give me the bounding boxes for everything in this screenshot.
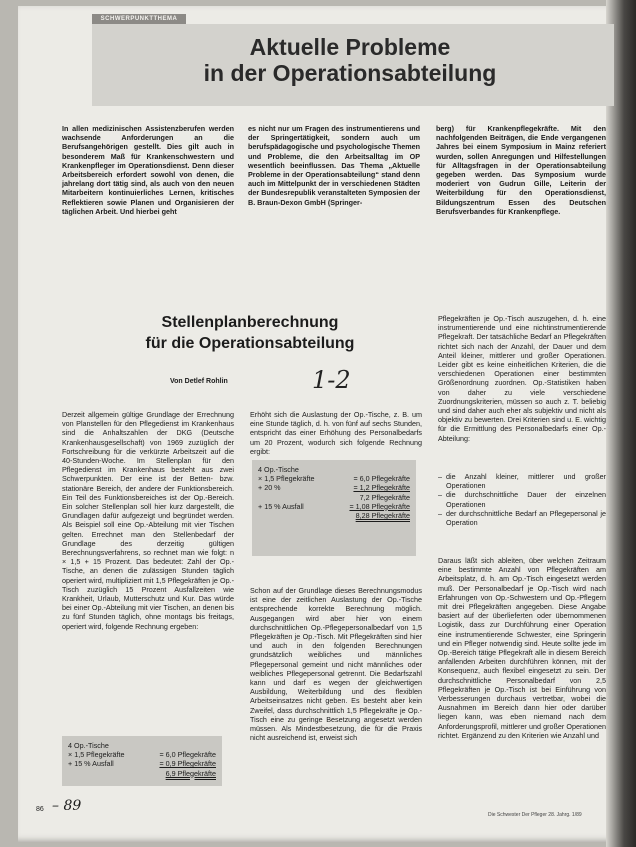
calculation-box-2 (252, 460, 416, 556)
article-col2-intro: Erhöht sich die Auslastung der Op.-Tische, z. B. um eine Stunde täglich, d. h. von fünf auf sechs Stunden, entspricht das einer Erhöhung des Personalbedarfs um 20 Prozent, wodurch sich folgende Rechnung ergibt: (250, 410, 422, 456)
handwritten-page-number: – 89 (52, 798, 82, 814)
main-title (100, 34, 600, 86)
calc1-row: × 1,5 Pflegekräfte = 6,0 Pflegekräfte (68, 750, 216, 760)
calc1-row: + 15 % Ausfall = 0,9 Pflegekräfte (68, 759, 216, 769)
section-tag: SCHWERPUNKTTHEMA (92, 14, 186, 24)
calc1-row: 4 Op.-Tische (68, 741, 109, 750)
article-title (70, 312, 430, 354)
article-col2-body: Schon auf der Grundlage dieses Berechnungsmodus ist eine der zeitlichen Auslastung der Op.-Tische entsprechende korrekte Berechnung möglich. Ausgegangen wird aber hier von einem durchschnittlichen Op.-Pflegepersonalbedarf von 1,5 Pflegekräften je Op.-Tisch. Mit Pflegekräften sind hier und auch in den folgenden Berechnungen grundsätzlich weibliches und männliches Pflegepersonal gemeint und nicht männliches oder weibliches Pflegepersonal getrennt. Die Bedarfszahl kann und darf es wegen der gleichwertigen Ausbildung, Weiterbildung und des flexiblen Arbeitseinsatzes nicht geben. Es besteht aber kein Zweifel, dass durchschnittlich 1,5 Pflegekräfte je Op.-Tisch eine zu geringe Besetzung angesetzt werden müssen. Als Mindestbesetzung, die für die Praxis nicht ausreichend ist, erweist sich (250, 586, 422, 743)
calculation-box-1 (62, 736, 222, 786)
calc1-row: 6,9 Pflegekräfte (165, 768, 216, 778)
calc2-row: + 15 % Ausfall = 1,08 Pflegekräfte (258, 501, 410, 511)
calc2-row: 4 Op.-Tische (258, 465, 299, 474)
article-author: Von Detlef Rohlin (170, 378, 228, 385)
handwritten-note: 1-2 (312, 366, 351, 394)
main-title-line2: in der Operationsabteilung (203, 60, 497, 86)
list-item: – die durchschnittliche Dauer der einzelnen Operationen (438, 490, 606, 509)
journal-citation: Die Schwester Der Pfleger 28. Jahrg. 1/89 (488, 812, 582, 818)
calc2-row: × 1,5 Pflegekräfte = 6,0 Pflegekräfte (258, 474, 410, 484)
article-col3-body: Daraus läßt sich ableiten, über welchen Zeitraum eine bestimmte Anzahl von Pflegekräften am Arbeitsplatz, d. h. am Op.-Tisch eingesetzt werden muß. Der Personalbedarf je Op.-Tisch wird nach Erfahrungen von Op.-Schwestern und Op.-Pflegern mit drei Pflegekräften angegeben. Diese Angabe basiert auf der überlieferten oder übernommenen Logistik, dass zur Durchführung einer Operation eine instrumentierende Schwester, eine Springerin und ein Pfleger notwendig sind. Heute sollte jede im Op.-Bereich tätige Pflegekraft alle in diesem Bereich anfallenden Arbeiten durchführen können, mit der Konsequenz, auch flexibel eingesetzt zu sein. Der durchschnittliche Personalbedarf von 2,5 Pflegekräften je Op.-Tisch ist bei Einführung von Verbesserungen durchaus vertretbar, wobei die Ausnahmen im Bereich dann hier oder darüber liegen kann, was eben niemand nach dem Anforderungsprofil, mittlerer und großer Operationen richtet. Ergänzend zu den Kriterien wie Anzahl und (438, 556, 606, 740)
intro-col3: berg) für Krankenpflegekräfte. Mit den nachfolgenden Beiträgen, die Ende vergangenen Jahres bei einem Symposium in Mainz referiert wurden, sollen Anregungen und Hilfestellungen für Alltagsfragen in der Operationsabteilung gegeben werden. Das Symposium wurde moderiert von Gudrun Gille, Leiterin der Weiterbildung für den Operationsdienst, Bildungszentrum Essen des Deutschen Berufsverbandes für Krankenpflege. (436, 124, 606, 216)
list-item: – der durchschnittliche Bedarf an Pflegepersonal je Operation (438, 508, 606, 528)
main-title-line1: Aktuelle Probleme (249, 34, 451, 60)
calc2-row: + 20 % = 1,2 Pflegekräfte (258, 483, 410, 493)
article-col3-intro: Pflegekräften je Op.-Tisch auszugehen, d. h. eine instrumentierende und eine nichtinstrumentierende Pflegekraft. Der tatsächliche Bedarf an Pflegekräften richtet sich nach der Anzahl, der Dauer und dem Anteil kleiner, mittlerer und großer Operationen. Leider gibt es keine einheitlichen Kriterien, die die verschiedenen Operationen einer bestimmten Größenordnung zuordnen. Op.-Statistiken haben von daher zu viele verschiedene Zuordnungskriterien, müssen so auch z. T. beliebig und sind daher auch eher als subjektiv und nicht als objektiv zu bewerten. Drei Kriterien sind u. E. wichtig für die Ermittlung des Personalbedarfs einer Op.-Abteilung: (438, 314, 606, 443)
calc2-row: 8,28 Pflegekräfte (355, 511, 410, 521)
intro-col2: es nicht nur um Fragen des instrumentierens und der Springertätigkeit, sondern auch um berufspädagogische und psychologische Themen und Probleme, die den Arbeitsalltag im OP wesentlich beeinflussen. Das Thema „Aktuelle Probleme in der Operationsabteilung“ stand denn auch im Mittelpunkt der in verschiedenen Städten der Bundesrepublik veranstalteten Symposien der B. Braun-Dexon GmbH (Springer- (248, 124, 420, 207)
list-item: – die Anzahl kleiner, mittlerer und großer Operationen (438, 472, 606, 491)
criteria-list (438, 472, 606, 527)
article-col1: Derzeit allgemein gültige Grundlage der Errechnung von Planstellen für den Pflegedienst im Krankenhaus sind die Anhaltszahlen der DKG (Deutsche Krankenhausgesellschaft) von 1969 zuzüglich der Fortschreibung für die verkürzte Arbeitszeit auf die 40-Stunden-Woche. Im Stellenplan für den Pflegedienst im Krankenhaus besteht aus zwei Schwerpunkten. Der eine ist der Betten- bzw. stationäre Bereich, der andere der Funktionsbereich. Ein Teil des Funktionsbereiches ist der Op.-Bereich. Ein solcher Stellenplan soll hier kurz dargestellt, die Grundlagen dafür aufgezeigt und begründet werden. Als Beispiel soll eine Op.-Abteilung mit vier Tischen gelten. Errechnet man den Stellenbedarf der Grundlage des derzeitig gültigen Berechnungsverfahrens, so rechnet man wie folgt: n × 1,5 + 15 Prozent. Das bedeutet: Zahl der Op.-Tische, an denen die zulässigen Stunden täglich operiert wird, multipliziert mit 1,5 Pflegekräften je Op.-Tisch zuzüglich 15 Prozent Ausfallzeiten wie Krankheit, Urlaub, Mutterschutz und Kur. Das würde bei einer Op.-Abteilung mit vier Tischen, an denen bis zu fünf Stunden täglich, ohne montags bis freitags, operiert wird, folgende Rechnung ergeben: (62, 410, 234, 631)
page-number: 86 (36, 806, 44, 813)
intro-col1: In allen medizinischen Assistenzberufen werden wachsende Anforderungen an die Berufsangehörigen gestellt. Dies gilt auch in besonderem Maß für Krankenschwestern und Krankenpfleger im Operationsdienst. Denn dieser Arbeitsbereich erfordert sowohl von denen, die jahrelang dort tätig sind, als auch von den neuen Mitarbeitern kontinuierliches Lernen, kritisches Reflektieren sowie Planen und Organisieren der täglichen Arbeit. Und hierbei geht (62, 124, 234, 216)
calc2-row: 7,2 Pflegekräfte (359, 492, 410, 502)
article-title-line2: für die Operationsabteilung (145, 335, 355, 352)
article-title-line1: Stellenplanberechnung (161, 314, 339, 331)
binding-shadow (606, 0, 636, 847)
